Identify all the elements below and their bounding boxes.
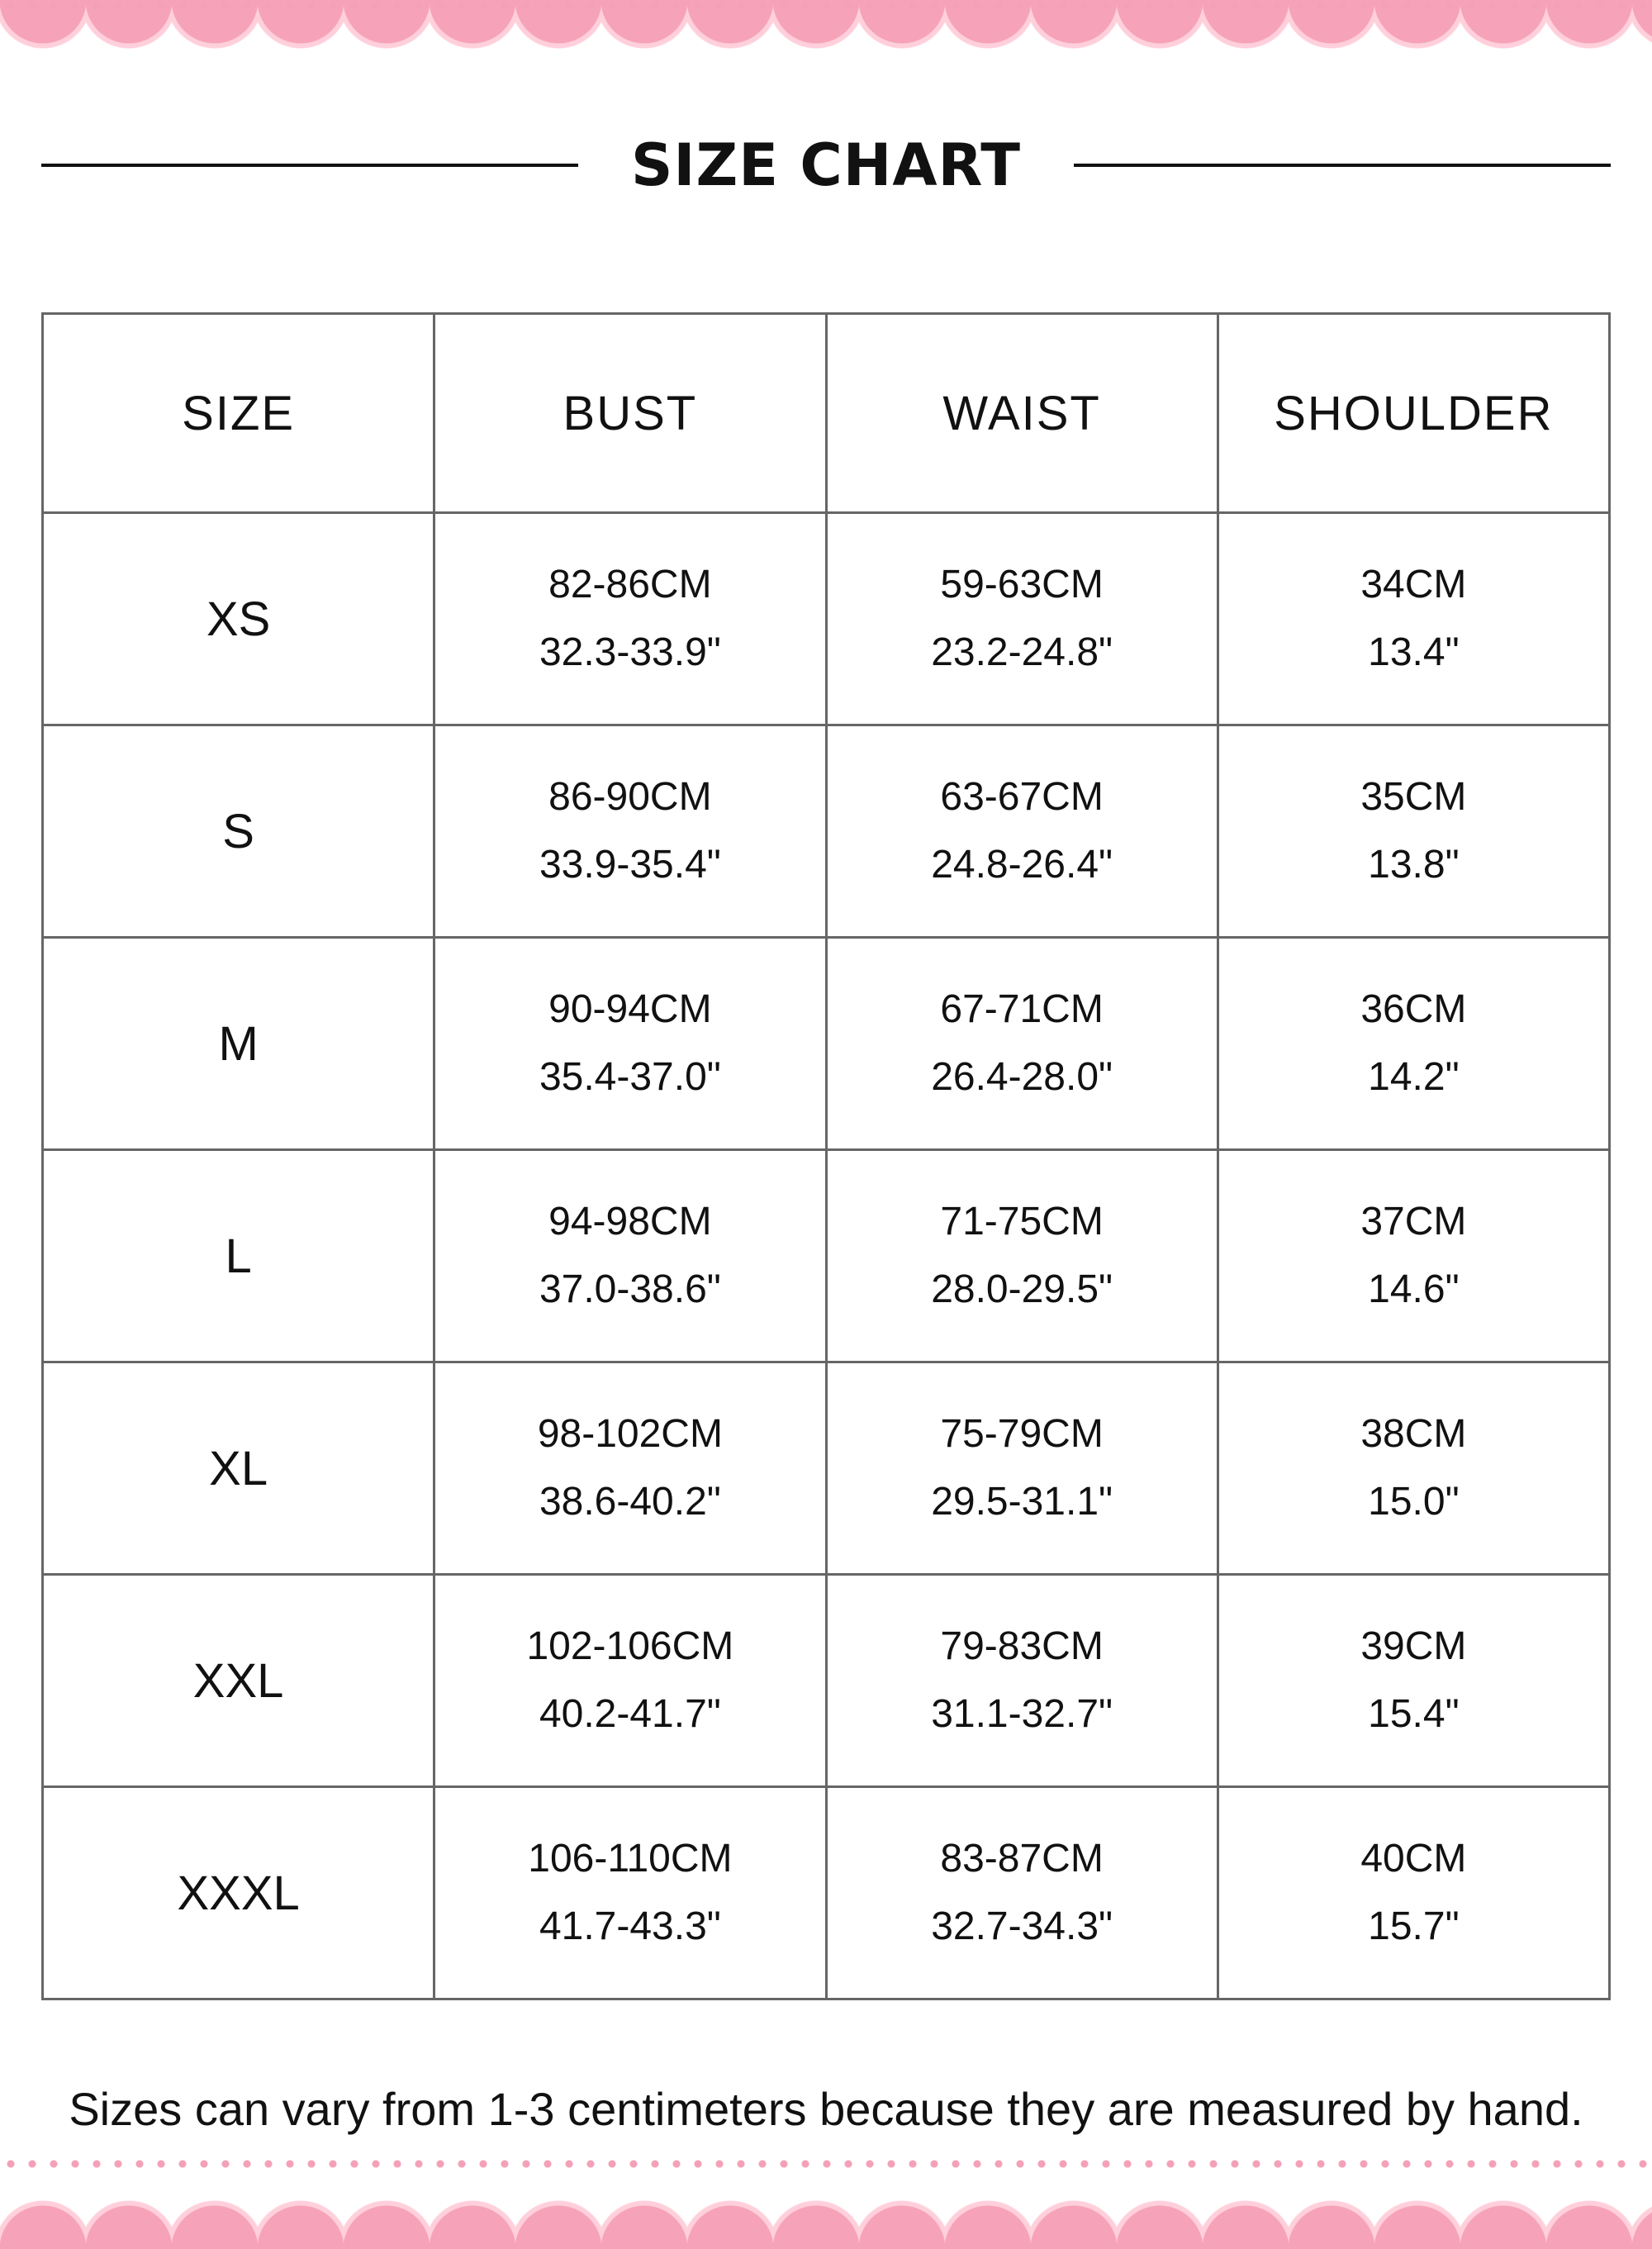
waist-cell — [826, 1787, 1218, 1999]
shoulder-cm: 35CM — [1360, 775, 1467, 819]
size-cell — [43, 1575, 434, 1787]
shoulder-inch: 14.6" — [1368, 1267, 1460, 1311]
waist-cell — [826, 513, 1218, 725]
size-label: S — [222, 804, 254, 858]
size-cell — [43, 725, 434, 938]
table-row — [43, 725, 1610, 938]
bust-inch: 33.9-35.4" — [539, 843, 721, 887]
shoulder-cell — [1218, 725, 1609, 938]
table-row — [43, 1575, 1610, 1787]
size-chart-table — [41, 312, 1611, 2000]
header-shoulder: SHOULDER — [1218, 314, 1609, 513]
shoulder-inch: 15.4" — [1368, 1692, 1460, 1736]
shoulder-cm: 38CM — [1360, 1412, 1467, 1456]
waist-cm: 59-63CM — [940, 563, 1104, 606]
shoulder-cell — [1218, 1362, 1609, 1575]
waist-inch: 23.2-24.8" — [931, 630, 1113, 674]
waist-cm: 79-83CM — [940, 1624, 1104, 1668]
bust-inch: 37.0-38.6" — [539, 1267, 721, 1311]
size-label: XXXL — [177, 1866, 300, 1920]
bust-cell — [434, 938, 826, 1150]
waist-cell — [826, 1362, 1218, 1575]
bust-cell — [434, 513, 826, 725]
size-label: L — [225, 1229, 252, 1283]
bust-inch: 41.7-43.3" — [539, 1904, 721, 1948]
bust-cm: 98-102CM — [537, 1412, 723, 1456]
size-cell — [43, 938, 434, 1150]
shoulder-cm: 39CM — [1360, 1624, 1467, 1668]
waist-cell — [826, 725, 1218, 938]
table-row — [43, 1362, 1610, 1575]
waist-cm: 75-79CM — [940, 1412, 1104, 1456]
page-title: SIZE CHART — [630, 131, 1022, 199]
table-row — [43, 938, 1610, 1150]
bust-cm: 102-106CM — [526, 1624, 734, 1668]
shoulder-inch: 15.0" — [1368, 1480, 1460, 1524]
waist-inch: 24.8-26.4" — [931, 843, 1113, 887]
size-cell — [43, 513, 434, 725]
bottom-lace-border — [0, 2158, 1652, 2249]
bust-inch: 38.6-40.2" — [539, 1480, 721, 1524]
waist-inch: 31.1-32.7" — [931, 1692, 1113, 1736]
bust-cm: 82-86CM — [548, 563, 712, 606]
waist-inch: 32.7-34.3" — [931, 1904, 1113, 1948]
bust-cell — [434, 1787, 826, 1999]
shoulder-cell — [1218, 938, 1609, 1150]
title-right-rule — [1074, 164, 1611, 167]
table-row — [43, 1150, 1610, 1362]
header-waist: WAIST — [826, 314, 1218, 513]
header-bust: BUST — [434, 314, 826, 513]
table-row — [43, 1787, 1610, 1999]
title-left-rule — [41, 164, 578, 167]
top-lace-border — [0, 0, 1652, 91]
waist-cm: 67-71CM — [940, 987, 1104, 1031]
title-row — [41, 116, 1611, 215]
shoulder-inch: 15.7" — [1368, 1904, 1460, 1948]
shoulder-cell — [1218, 1575, 1609, 1787]
waist-cell — [826, 938, 1218, 1150]
shoulder-cell — [1218, 1150, 1609, 1362]
shoulder-cm: 34CM — [1360, 563, 1467, 606]
shoulder-inch: 13.4" — [1368, 630, 1460, 674]
size-cell — [43, 1362, 434, 1575]
size-label: M — [218, 1016, 259, 1071]
bust-cell — [434, 1362, 826, 1575]
table-row — [43, 513, 1610, 725]
bust-inch: 35.4-37.0" — [539, 1055, 721, 1099]
measurement-note: Sizes can vary from 1-3 centimeters because they are measured by hand. — [69, 2083, 1583, 2135]
bottom-lace-edge — [0, 2158, 1652, 2170]
size-cell — [43, 1150, 434, 1362]
bust-cm: 90-94CM — [548, 987, 712, 1031]
size-cell — [43, 1787, 434, 1999]
waist-inch: 28.0-29.5" — [931, 1267, 1113, 1311]
waist-cm: 83-87CM — [940, 1837, 1104, 1881]
bust-cell — [434, 1575, 826, 1787]
size-label: XXL — [192, 1653, 284, 1708]
shoulder-cm: 36CM — [1360, 987, 1467, 1031]
shoulder-cell — [1218, 513, 1609, 725]
shoulder-cell — [1218, 1787, 1609, 1999]
waist-cell — [826, 1150, 1218, 1362]
size-label: XS — [206, 592, 271, 646]
shoulder-inch: 13.8" — [1368, 843, 1460, 887]
waist-cm: 63-67CM — [940, 775, 1104, 819]
waist-inch: 29.5-31.1" — [931, 1480, 1113, 1524]
bust-inch: 32.3-33.9" — [539, 630, 721, 674]
bust-cm: 106-110CM — [528, 1837, 733, 1881]
bust-cell — [434, 725, 826, 938]
bust-inch: 40.2-41.7" — [539, 1692, 721, 1736]
size-label: XL — [209, 1441, 268, 1495]
header-size: SIZE — [43, 314, 434, 513]
shoulder-cm: 40CM — [1360, 1837, 1467, 1881]
waist-cell — [826, 1575, 1218, 1787]
bust-cm: 86-90CM — [548, 775, 712, 819]
shoulder-inch: 14.2" — [1368, 1055, 1460, 1099]
table-header-row — [43, 314, 1610, 513]
waist-inch: 26.4-28.0" — [931, 1055, 1113, 1099]
bust-cell — [434, 1150, 826, 1362]
waist-cm: 71-75CM — [940, 1200, 1104, 1243]
bust-cm: 94-98CM — [548, 1200, 712, 1243]
shoulder-cm: 37CM — [1360, 1200, 1467, 1243]
top-lace-edge — [0, 0, 1652, 12]
